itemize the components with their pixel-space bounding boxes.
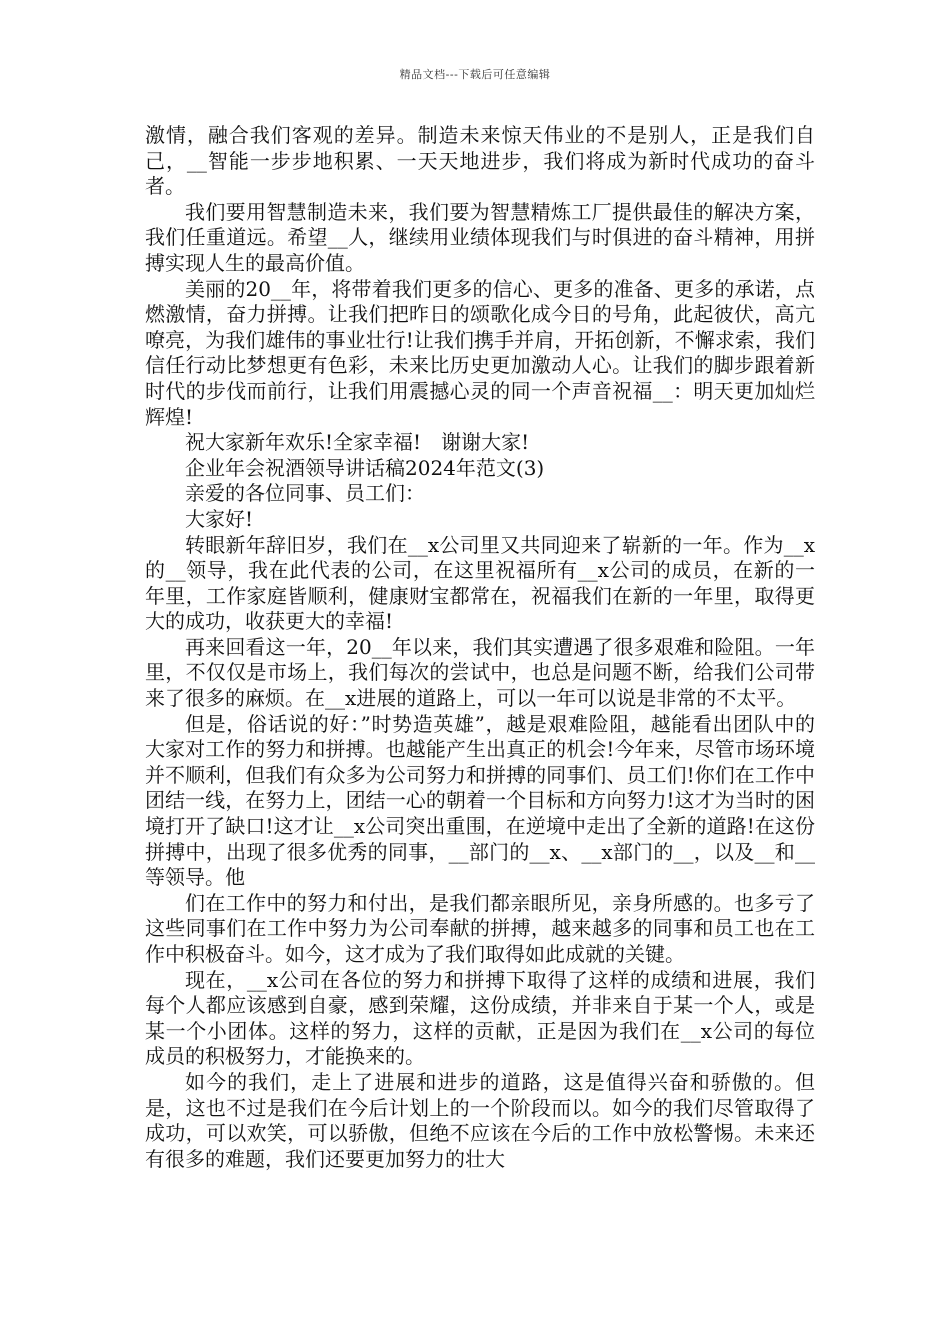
section-title: 企业年会祝酒领导讲话稿2024年范文(3)	[185, 455, 545, 480]
paragraph: 如今的我们，走上了进展和进步的道路，这是值得兴奋和骄傲的。但是，这也不过是我们在今后计划上的一个阶段而以。如今的我们尽管取得了成功，可以欢笑，可以骄傲，但绝不应该在今后的工作中放松警惕。未来还有很多的难题，我们还要更加努力的壮大	[145, 1069, 815, 1171]
paragraph: 转眼新年辞旧岁，我们在__x公司里又共同迎来了崭新的一年。作为__x的__领导，我在此代表的公司，在这里祝福所有__x公司的成员，在新的一年里，工作家庭皆顺利，健康财宝都常在，祝福我们在新的一年里，取得更大的成功，收获更大的幸福!	[145, 532, 815, 634]
paragraph: 美丽的20__年，将带着我们更多的信心、更多的准备、更多的承诺，点燃激情，奋力拼搏。让我们把昨日的颂歌化成今日的号角，此起彼伏，高亢嘹亮，为我们雄伟的事业壮行!让我们携手并肩，开拓创新，不懈求索，我们信任行动比梦想更有色彩，未来比历史更加激动人心。让我们的脚步跟着新时代的步伐而前行，让我们用震撼心灵的同一个声音祝福__：明天更加灿烂辉煌!	[145, 276, 815, 429]
paragraph: 们在工作中的努力和付出，是我们都亲眼所见，亲身所感的。也多亏了这些同事们在工作中努力为公司奉献的拼搏，越来越多的同事和员工也在工作中积极奋斗。如今，这才成为了我们取得如此成就的关键。	[145, 890, 815, 966]
paragraph: 祝大家新年欢乐!全家幸福! 谢谢大家!	[185, 430, 530, 455]
paragraph: 但是，俗话说的好：”时势造英雄”，越是艰难险阻，越能看出团队中的大家对工作的努力和拼搏。也越能产生出真正的机会!今年来，尽管市场环境并不顺利，但我们有众多为公司努力和拼搏的同事们、员工们!你们在工作中团结一线，在努力上，团结一心的朝着一个目标和方向努力!这才为当时的困境打开了缺口!这才让__x公司突出重围，在逆境中走出了全新的道路!在这份拼搏中，出现了很多优秀的同事，__部门的__x、__x部门的__，以及__和__等领导。他	[145, 711, 815, 890]
salutation: 亲爱的各位同事、员工们：	[185, 481, 425, 506]
paragraph: 我们要用智慧制造未来，我们要为智慧精炼工厂提供最佳的解决方案，我们任重道远。希望__人，继续用业绩体现我们与时俱进的奋斗精神，用拼搏实现人生的最高价值。	[145, 199, 815, 275]
document-body	[145, 123, 815, 1172]
page-header: 精品文档---下载后可任意编辑	[399, 68, 551, 81]
paragraph: 再来回看这一年，20__年以来，我们其实遭遇了很多艰难和险阻。一年里，不仅仅是市场上，我们每次的尝试中，也总是问题不断，给我们公司带来了很多的麻烦。在__x进展的道路上，可以一年可以说是非常的不太平。	[145, 634, 815, 711]
paragraph: 激情，融合我们客观的差异。制造未来惊天伟业的不是别人，正是我们自己，__智能一步步地积累、一天天地进步，我们将成为新时代成功的奋斗者。	[145, 123, 815, 199]
greeting: 大家好!	[185, 506, 254, 531]
paragraph: 现在，__x公司在各位的努力和拼搏下取得了这样的成绩和进展，我们每个人都应该感到自豪，感到荣耀，这份成绩，并非来自于某一个人，或是某一个小团体。这样的努力，这样的贡献，正是因为我们在__x公司的每位成员的积极努力，才能换来的。	[145, 967, 815, 1069]
